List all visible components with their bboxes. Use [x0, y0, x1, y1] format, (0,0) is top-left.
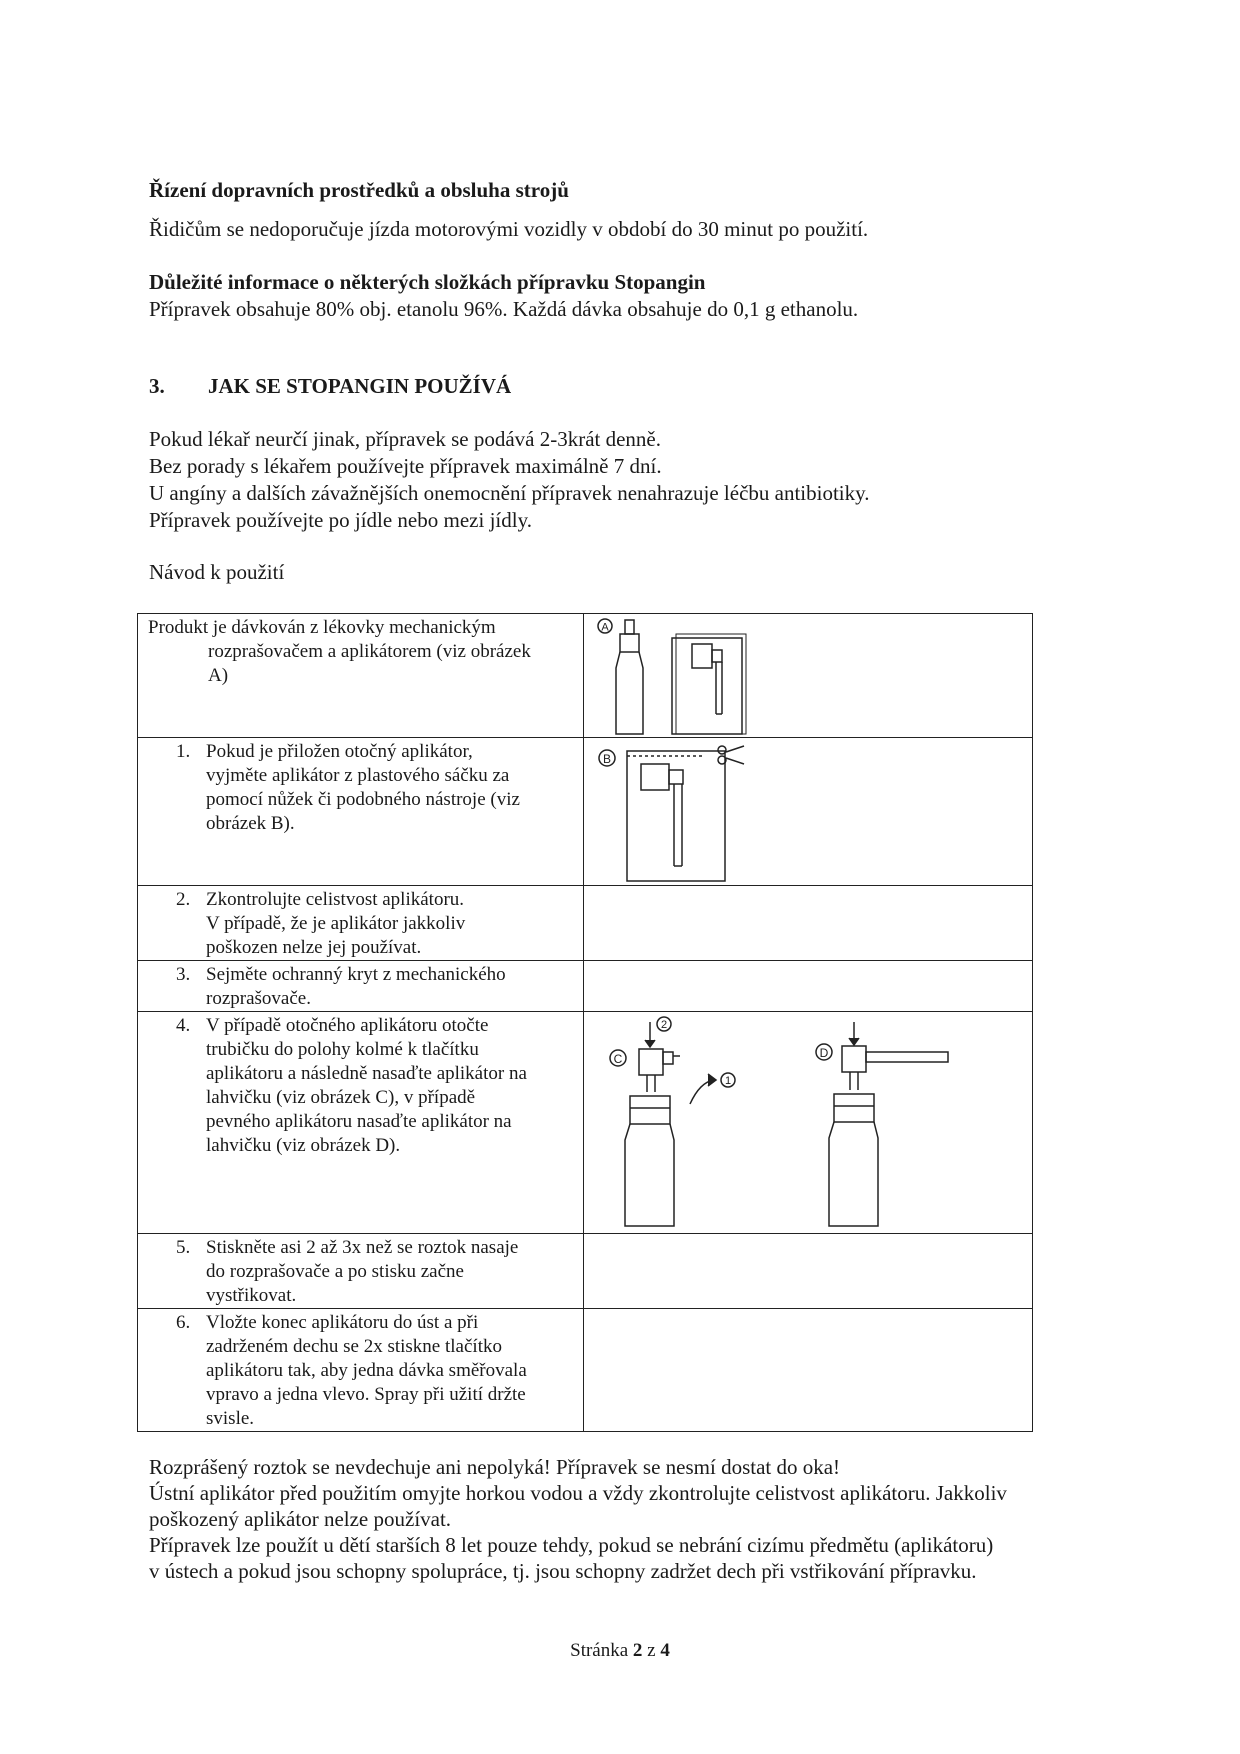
figure-cd-assembly	[584, 1012, 1032, 1234]
step-line: vyjměte aplikátor z plastového sáčku za	[206, 765, 510, 786]
step-number: 2.	[176, 889, 191, 910]
step-line: pomocí nůžek či podobného nástroje (viz	[206, 789, 520, 810]
step-number: 5.	[176, 1237, 191, 1258]
ingredients-heading: Důležité informace o některých složkách přípravku Stopangin	[149, 270, 706, 294]
footer-total: 4	[660, 1640, 670, 1661]
page-footer	[0, 1640, 1240, 1662]
step-line: lahvičku (viz obrázek C), v případě	[206, 1087, 476, 1108]
step-cell	[138, 738, 584, 886]
step-cell	[138, 1234, 584, 1309]
step-line: Vložte konec aplikátoru do úst a při	[206, 1312, 479, 1333]
table-row	[138, 614, 1033, 738]
step-line: Sejměte ochranný kryt z mechanického	[206, 964, 506, 985]
table-row	[138, 886, 1033, 961]
figure-b-cut-bag	[584, 738, 1032, 886]
step-line: rozprašovače.	[206, 988, 311, 1009]
empty-cell	[584, 1309, 1033, 1432]
step-number: 3.	[176, 964, 191, 985]
step-line: Zkontrolujte celistvost aplikátoru.	[206, 889, 465, 910]
footer-page: 2	[632, 1640, 643, 1661]
step-line: pevného aplikátoru nasaďte aplikátor na	[206, 1111, 512, 1132]
step-cell	[138, 961, 584, 1012]
step-line: V případě otočného aplikátoru otočte	[206, 1015, 489, 1036]
footer-sep: z	[647, 1640, 656, 1661]
driving-heading: Řízení dopravních prostředků a obsluha strojů	[149, 178, 569, 202]
table-row	[138, 1234, 1033, 1309]
step-line: V případě, že je aplikátor jakkoliv	[206, 913, 466, 934]
step-line: Pokud je přiložen otočný aplikátor,	[206, 741, 473, 762]
step-line: aplikátoru tak, aby jedna dávka směřovala	[206, 1360, 527, 1381]
figure-label-d: D	[819, 1046, 829, 1060]
section-title: JAK SE STOPANGIN POUŽÍVÁ	[208, 374, 512, 398]
figure-label-a: A	[601, 621, 609, 634]
usage-line-4: Přípravek používejte po jídle nebo mezi jídly.	[149, 508, 532, 532]
step-line: vystřikovat.	[206, 1285, 297, 1306]
figure-label-b: B	[602, 752, 612, 766]
step-number: 4.	[176, 1015, 191, 1036]
warning-line-1: Rozprášený roztok se nevdechuje ani nepolyká! Přípravek se nesmí dostat do oka!	[149, 1455, 841, 1479]
footer-prefix: Stránka	[570, 1640, 629, 1661]
usage-line-3: U angíny a dalších závažnějších onemocnění přípravek nenahrazuje léčbu antibiotiky.	[149, 481, 870, 505]
step-line: obrázek B).	[206, 813, 295, 834]
table-row	[138, 1309, 1033, 1432]
step-cell	[138, 886, 584, 961]
step-line: lahvičku (viz obrázek D).	[206, 1135, 401, 1156]
figure-b-cell	[584, 738, 1033, 886]
step-cell	[138, 1012, 584, 1234]
intro-line: rozprašovačem a aplikátorem (viz obrázek	[208, 641, 531, 662]
usage-line-1: Pokud lékař neurčí jinak, přípravek se podává 2-3krát denně.	[149, 427, 661, 451]
empty-cell	[584, 961, 1033, 1012]
step-line: aplikátoru a následně nasaďte aplikátor na	[206, 1063, 527, 1084]
warning-line-4: Přípravek lze použít u dětí starších 8 let pouze tehdy, pokud se nebrání cizímu předmětu (aplikátoru)	[149, 1533, 994, 1557]
step-line: poškozen nelze jej používat.	[206, 937, 422, 958]
warning-line-5: v ústech a pokud jsou schopny spolupráce, tj. jsou schopny zadržet dech při vstřikování přípravku.	[149, 1559, 977, 1583]
empty-cell	[584, 886, 1033, 961]
step-line: trubičku do polohy kolmé k tlačítku	[206, 1039, 479, 1060]
figure-cd-cell	[584, 1012, 1033, 1234]
table-row	[138, 1012, 1033, 1234]
step-line: vpravo a jedna vlevo. Spray při užití držte	[206, 1384, 526, 1405]
step-line: do rozprašovače a po stisku začne	[206, 1261, 464, 1282]
step-line: svisle.	[206, 1408, 255, 1429]
intro-line: A)	[208, 665, 229, 686]
warning-line-3: poškozený aplikátor nelze používat.	[149, 1507, 452, 1531]
figure-a-cell	[584, 614, 1033, 738]
arrow-label-1: 1	[724, 1075, 732, 1087]
figure-a-bottle-applicator	[584, 614, 1032, 738]
warning-line-2: Ústní aplikátor před použitím omyjte horkou vodou a vždy zkontrolujte celistvost aplikátoru. Jakkoliv	[149, 1481, 1007, 1505]
step-cell	[138, 1309, 584, 1432]
figure-label-c: C	[613, 1052, 623, 1066]
driving-text: Řidičům se nedoporučuje jízda motorovými vozidly v období do 30 minut po použití.	[149, 217, 869, 241]
usage-line-2: Bez porady s lékařem používejte přípravek maximálně 7 dní.	[149, 454, 662, 478]
instructions-table	[137, 613, 1033, 1432]
step-number: 1.	[176, 741, 191, 762]
instructions-label: Návod k použití	[149, 560, 285, 584]
table-row	[138, 961, 1033, 1012]
section-number: 3.	[149, 374, 165, 398]
table-row	[138, 738, 1033, 886]
scissors-icon	[718, 746, 744, 764]
arrow-label-2: 2	[660, 1019, 668, 1031]
empty-cell	[584, 1234, 1033, 1309]
ingredients-text: Přípravek obsahuje 80% obj. etanolu 96%. Každá dávka obsahuje do 0,1 g ethanolu.	[149, 297, 859, 321]
step-line: zadrženém dechu se 2x stiskne tlačítko	[206, 1336, 502, 1357]
intro-cell	[138, 614, 584, 738]
step-number: 6.	[176, 1312, 191, 1333]
intro-line: Produkt je dávkován z lékovky mechanickým	[148, 617, 496, 638]
step-line: Stiskněte asi 2 až 3x než se roztok nasaje	[206, 1237, 519, 1258]
